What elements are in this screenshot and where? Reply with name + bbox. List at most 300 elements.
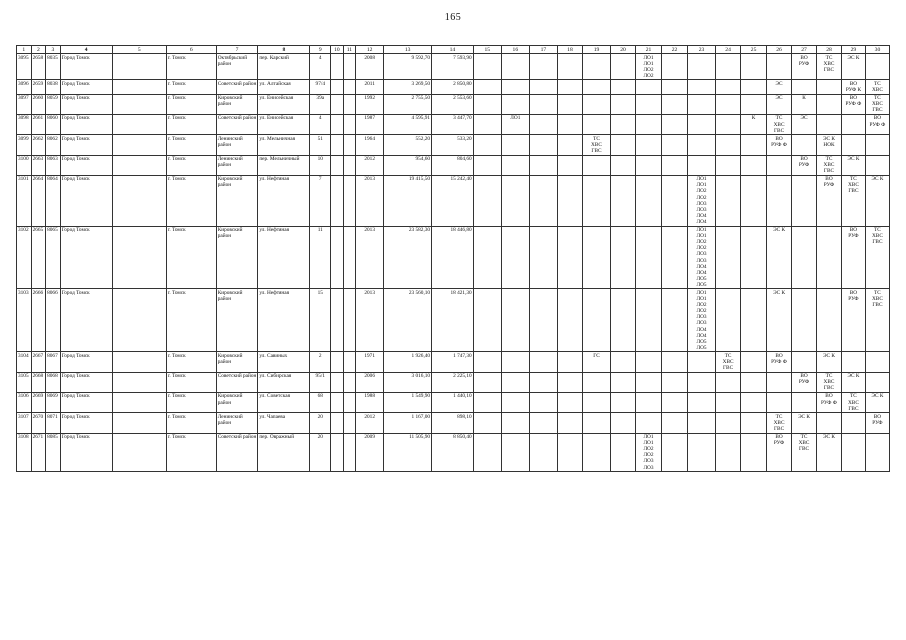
table-cell-col-12: 2013 xyxy=(356,289,384,352)
table-cell-col-23 xyxy=(688,413,716,433)
table-cell-col-22 xyxy=(662,392,688,412)
column-header-6: 6 xyxy=(166,46,216,54)
table-cell-col-11 xyxy=(343,226,355,289)
table-cell-col-10 xyxy=(331,372,343,392)
table-cell-col-2: 2664 xyxy=(31,175,46,226)
table-row xyxy=(17,54,890,80)
table-cell-col-21 xyxy=(636,352,662,372)
table-cell-col-4: Город Томск xyxy=(60,54,112,80)
table-cell-col-20 xyxy=(611,352,636,372)
table-cell-col-17 xyxy=(529,94,557,114)
table-cell-col-18 xyxy=(557,94,582,114)
column-header-27: 27 xyxy=(792,46,817,54)
table-cell-col-4: Город Томск xyxy=(60,80,112,94)
table-cell-col-18 xyxy=(557,433,582,472)
table-cell-col-26: ТС ХВС ГВС xyxy=(767,413,792,433)
table-cell-col-16 xyxy=(501,175,529,226)
table-cell-col-23 xyxy=(688,155,716,175)
table-cell-col-16 xyxy=(501,392,529,412)
table-cell-col-4: Город Томск xyxy=(60,413,112,433)
table-cell-col-16 xyxy=(501,226,529,289)
table-cell-col-28: ЭС К НОК xyxy=(817,135,842,155)
table-cell-col-3: 8059 xyxy=(46,94,61,114)
table-cell-col-5 xyxy=(112,413,166,433)
table-cell-col-11 xyxy=(343,94,355,114)
table-cell-col-21 xyxy=(636,80,662,94)
table-cell-col-2: 2671 xyxy=(31,433,46,472)
table-cell-col-7: Ленинский район xyxy=(216,155,258,175)
table-row xyxy=(17,289,890,352)
table-cell-col-12: 2012 xyxy=(356,155,384,175)
table-cell-col-18 xyxy=(557,114,582,134)
table-cell-col-30 xyxy=(865,54,889,80)
page-number: 165 xyxy=(444,12,462,23)
table-row xyxy=(17,175,890,226)
table-cell-col-6: г. Томск xyxy=(166,352,216,372)
column-header-24: 24 xyxy=(716,46,741,54)
table-cell-col-20 xyxy=(611,155,636,175)
table-cell-col-19 xyxy=(582,155,610,175)
table-cell-col-26: ВО РУФ Ф xyxy=(767,352,792,372)
column-header-12: 12 xyxy=(356,46,384,54)
header-row xyxy=(17,46,890,54)
table-cell-col-12: 1987 xyxy=(356,114,384,134)
table-cell-col-12: 2011 xyxy=(356,80,384,94)
table-cell-col-13: 11 505,90 xyxy=(384,433,432,472)
table-cell-col-14: 18 446,80 xyxy=(432,226,474,289)
table-cell-col-29 xyxy=(841,135,865,155)
table-cell-col-19 xyxy=(582,226,610,289)
table-cell-col-9: 20 xyxy=(310,433,331,472)
table-cell-col-3: 8038 xyxy=(46,80,61,94)
table-cell-col-4: Город Томск xyxy=(60,352,112,372)
table-cell-col-2: 2667 xyxy=(31,352,46,372)
table-cell-col-7: Кировский район xyxy=(216,289,258,352)
table-cell-col-24 xyxy=(716,392,741,412)
column-header-5: 5 xyxy=(112,46,166,54)
column-header-4: 4 xyxy=(60,46,112,54)
table-cell-col-21 xyxy=(636,392,662,412)
table-cell-col-15 xyxy=(473,433,501,472)
table-cell-col-19: ТС ХВС ГВС xyxy=(582,135,610,155)
table-cell-col-7: Советский район xyxy=(216,80,258,94)
table-cell-col-27: ТС ХВС ГВС xyxy=(792,433,817,472)
table-cell-col-23 xyxy=(688,433,716,472)
table-cell-col-21 xyxy=(636,94,662,114)
table-cell-col-27: ВО РУФ xyxy=(792,372,817,392)
table-cell-col-25 xyxy=(741,54,767,80)
table-cell-col-7: Октябрьский район xyxy=(216,54,258,80)
table-cell-col-13: 954,60 xyxy=(384,155,432,175)
table-cell-col-26 xyxy=(767,392,792,412)
column-header-2: 2 xyxy=(31,46,46,54)
table-cell-col-28: ТС ХВС ГВС xyxy=(817,54,842,80)
table-cell-col-29: ЭС К xyxy=(841,54,865,80)
table-cell-col-4: Город Томск xyxy=(60,135,112,155)
table-cell-col-12: 1992 xyxy=(356,94,384,114)
table-cell-col-18 xyxy=(557,226,582,289)
table-cell-col-10 xyxy=(331,114,343,134)
table-cell-col-9: 68 xyxy=(310,392,331,412)
table-cell-col-25 xyxy=(741,392,767,412)
table-row xyxy=(17,94,890,114)
table-cell-col-17 xyxy=(529,54,557,80)
table-cell-col-7: Советский район xyxy=(216,372,258,392)
table-cell-col-16 xyxy=(501,80,529,94)
table-cell-col-21 xyxy=(636,114,662,134)
table-cell-col-6: г. Томск xyxy=(166,155,216,175)
table-cell-col-28: ЭС К xyxy=(817,352,842,372)
table-cell-col-20 xyxy=(611,433,636,472)
table-cell-col-19 xyxy=(582,54,610,80)
table-cell-col-28 xyxy=(817,289,842,352)
table-cell-col-17 xyxy=(529,413,557,433)
table-cell-col-17 xyxy=(529,80,557,94)
table-cell-col-11 xyxy=(343,289,355,352)
table-row xyxy=(17,372,890,392)
table-row xyxy=(17,155,890,175)
table-cell-col-29 xyxy=(841,413,865,433)
table-cell-col-3: 8069 xyxy=(46,392,61,412)
table-cell-col-10 xyxy=(331,94,343,114)
table-row xyxy=(17,114,890,134)
table-cell-col-5 xyxy=(112,114,166,134)
table-cell-col-8: пер. Карский xyxy=(258,54,310,80)
table-cell-col-13: 3 016,10 xyxy=(384,372,432,392)
table-cell-col-27 xyxy=(792,289,817,352)
table-cell-col-18 xyxy=(557,372,582,392)
table-cell-col-23: ЛО1 ЛО1 ЛО2 ЛО2 ЛО3 ЛО3 ЛО4 ЛО4 ЛО5 ЛО5 xyxy=(688,289,716,352)
table-cell-col-25 xyxy=(741,372,767,392)
table-cell-col-27: ЭС xyxy=(792,114,817,134)
table-cell-col-26 xyxy=(767,372,792,392)
table-cell-col-30: ВО РУФ Ф xyxy=(865,114,889,134)
column-header-11: 11 xyxy=(343,46,355,54)
table-cell-col-5 xyxy=(112,392,166,412)
table-cell-col-22 xyxy=(662,352,688,372)
table-row xyxy=(17,392,890,412)
table-cell-col-21: ЛО1 ЛО1 ЛО2 ЛО2 xyxy=(636,54,662,80)
table-cell-col-8: пер. Мельничный xyxy=(258,155,310,175)
table-cell-col-20 xyxy=(611,94,636,114)
table-cell-col-8: ул. Сибирская xyxy=(258,372,310,392)
table-cell-col-1: 3097 xyxy=(17,94,32,114)
table-cell-col-29: ВО РУФ Ф xyxy=(841,94,865,114)
table-cell-col-30 xyxy=(865,155,889,175)
table-cell-col-9: 97/4 xyxy=(310,80,331,94)
table-cell-col-10 xyxy=(331,352,343,372)
table-cell-col-16 xyxy=(501,155,529,175)
table-cell-col-27 xyxy=(792,352,817,372)
table-cell-col-15 xyxy=(473,175,501,226)
table-cell-col-26 xyxy=(767,175,792,226)
table-cell-col-28: ВО РУФ xyxy=(817,175,842,226)
table-cell-col-19 xyxy=(582,175,610,226)
column-header-25: 25 xyxy=(741,46,767,54)
table-cell-col-21 xyxy=(636,413,662,433)
table-cell-col-5 xyxy=(112,433,166,472)
table-cell-col-25 xyxy=(741,135,767,155)
table-cell-col-30: ТС ХВС ГВС xyxy=(865,226,889,289)
table-cell-col-14: 2 553,60 xyxy=(432,94,474,114)
table-cell-col-17 xyxy=(529,433,557,472)
table-cell-col-28 xyxy=(817,80,842,94)
table-cell-col-11 xyxy=(343,392,355,412)
table-cell-col-19 xyxy=(582,392,610,412)
table-cell-col-9: 51 xyxy=(310,135,331,155)
table-cell-col-22 xyxy=(662,372,688,392)
table-cell-col-27 xyxy=(792,226,817,289)
table-cell-col-22 xyxy=(662,413,688,433)
table-cell-col-4: Город Томск xyxy=(60,372,112,392)
table-cell-col-2: 2669 xyxy=(31,392,46,412)
table-cell-col-11 xyxy=(343,352,355,372)
table-cell-col-27: ВО РУФ xyxy=(792,155,817,175)
table-cell-col-20 xyxy=(611,392,636,412)
table-cell-col-26: ЭС xyxy=(767,94,792,114)
table-cell-col-24 xyxy=(716,155,741,175)
table-cell-col-17 xyxy=(529,135,557,155)
table-cell-col-12: 2006 xyxy=(356,372,384,392)
table-cell-col-15 xyxy=(473,80,501,94)
table-cell-col-20 xyxy=(611,413,636,433)
table-cell-col-17 xyxy=(529,155,557,175)
table-cell-col-30: ЭС К xyxy=(865,175,889,226)
table-cell-col-25 xyxy=(741,433,767,472)
table-row xyxy=(17,433,890,472)
table-row xyxy=(17,352,890,372)
table-cell-col-30: ТС ХВС ГВС xyxy=(865,94,889,114)
table-cell-col-10 xyxy=(331,433,343,472)
table-cell-col-13: 19 415,50 xyxy=(384,175,432,226)
table-cell-col-2: 2670 xyxy=(31,413,46,433)
table-cell-col-5 xyxy=(112,289,166,352)
table-cell-col-14: 2 225,10 xyxy=(432,372,474,392)
column-header-26: 26 xyxy=(767,46,792,54)
table-cell-col-8: пер. Овражный xyxy=(258,433,310,472)
table-cell-col-20 xyxy=(611,175,636,226)
table-cell-col-6: г. Томск xyxy=(166,226,216,289)
table-cell-col-1: 3096 xyxy=(17,80,32,94)
table-cell-col-29 xyxy=(841,352,865,372)
table-cell-col-16 xyxy=(501,352,529,372)
table-cell-col-21 xyxy=(636,226,662,289)
table-cell-col-10 xyxy=(331,226,343,289)
table-cell-col-29: ВО РУФ К xyxy=(841,80,865,94)
table-cell-col-23 xyxy=(688,135,716,155)
table-cell-col-16 xyxy=(501,289,529,352)
table-cell-col-20 xyxy=(611,114,636,134)
table-cell-col-29 xyxy=(841,433,865,472)
table-cell-col-3: 8060 xyxy=(46,114,61,134)
table-cell-col-19 xyxy=(582,372,610,392)
table-cell-col-3: 8068 xyxy=(46,372,61,392)
table-cell-col-15 xyxy=(473,155,501,175)
table-cell-col-18 xyxy=(557,135,582,155)
table-cell-col-15 xyxy=(473,54,501,80)
table-cell-col-16 xyxy=(501,54,529,80)
table-cell-col-29: ТС ХВС ГВС xyxy=(841,175,865,226)
table-cell-col-4: Город Томск xyxy=(60,175,112,226)
table-cell-col-24 xyxy=(716,135,741,155)
table-cell-col-24 xyxy=(716,433,741,472)
column-header-8: 8 xyxy=(258,46,310,54)
column-header-7: 7 xyxy=(216,46,258,54)
table-cell-col-4: Город Томск xyxy=(60,155,112,175)
table-cell-col-26: ЭС К xyxy=(767,226,792,289)
table-cell-col-17 xyxy=(529,392,557,412)
table-cell-col-5 xyxy=(112,155,166,175)
table-cell-col-3: 8035 xyxy=(46,54,61,80)
table-cell-col-23 xyxy=(688,392,716,412)
table-cell-col-30 xyxy=(865,135,889,155)
table-cell-col-11 xyxy=(343,175,355,226)
table-cell-col-3: 8071 xyxy=(46,413,61,433)
table-cell-col-7: Советский район xyxy=(216,114,258,134)
table-cell-col-18 xyxy=(557,289,582,352)
table-cell-col-8: ул. Енисейская xyxy=(258,114,310,134)
table-cell-col-29: ВО РУФ xyxy=(841,226,865,289)
table-cell-col-14: 7 593,90 xyxy=(432,54,474,80)
table-cell-col-9: 39а xyxy=(310,94,331,114)
table-cell-col-23 xyxy=(688,352,716,372)
table-cell-col-15 xyxy=(473,94,501,114)
table-cell-col-24 xyxy=(716,114,741,134)
table-cell-col-14: 18 421,30 xyxy=(432,289,474,352)
table-cell-col-13: 552,20 xyxy=(384,135,432,155)
table-cell-col-26 xyxy=(767,155,792,175)
table-cell-col-30 xyxy=(865,372,889,392)
table-cell-col-20 xyxy=(611,289,636,352)
table-cell-col-2: 2662 xyxy=(31,135,46,155)
table-cell-col-22 xyxy=(662,94,688,114)
table-cell-col-9: 20 xyxy=(310,413,331,433)
table-cell-col-2: 2659 xyxy=(31,80,46,94)
table-cell-col-4: Город Томск xyxy=(60,392,112,412)
table-cell-col-19: ГС xyxy=(582,352,610,372)
table-cell-col-13: 1 167,00 xyxy=(384,413,432,433)
table-cell-col-13: 2 755,50 xyxy=(384,94,432,114)
table-cell-col-15 xyxy=(473,135,501,155)
table-cell-col-7: Ленинский район xyxy=(216,135,258,155)
table-cell-col-6: г. Томск xyxy=(166,392,216,412)
column-header-13: 13 xyxy=(384,46,432,54)
table-cell-col-26: ВО РУФ xyxy=(767,433,792,472)
table-cell-col-14: 3 447,70 xyxy=(432,114,474,134)
table-cell-col-16 xyxy=(501,94,529,114)
table-cell-col-2: 2658 xyxy=(31,54,46,80)
table-cell-col-4: Город Томск xyxy=(60,289,112,352)
table-cell-col-3: 8062 xyxy=(46,135,61,155)
table-cell-col-24 xyxy=(716,54,741,80)
table-cell-col-13: 23 582,30 xyxy=(384,226,432,289)
table-cell-col-3: 8067 xyxy=(46,352,61,372)
table-cell-col-19 xyxy=(582,433,610,472)
table-cell-col-16 xyxy=(501,372,529,392)
table-cell-col-12: 2013 xyxy=(356,226,384,289)
table-cell-col-12: 2013 xyxy=(356,175,384,226)
table-cell-col-5 xyxy=(112,80,166,94)
table-cell-col-13: 4 595,91 xyxy=(384,114,432,134)
table-cell-col-3: 8064 xyxy=(46,175,61,226)
table-cell-col-6: г. Томск xyxy=(166,54,216,80)
table-row xyxy=(17,80,890,94)
table-cell-col-1: 3103 xyxy=(17,289,32,352)
table-row xyxy=(17,226,890,289)
table-cell-col-13: 1 549,90 xyxy=(384,392,432,412)
table-cell-col-18 xyxy=(557,413,582,433)
table-cell-col-7: Советский район xyxy=(216,433,258,472)
table-cell-col-27 xyxy=(792,392,817,412)
table-cell-col-28 xyxy=(817,413,842,433)
table-cell-col-12: 1988 xyxy=(356,392,384,412)
table-cell-col-20 xyxy=(611,226,636,289)
table-cell-col-6: г. Томск xyxy=(166,289,216,352)
table-cell-col-18 xyxy=(557,54,582,80)
table-cell-col-11 xyxy=(343,155,355,175)
table-cell-col-28: ВО РУФ Ф xyxy=(817,392,842,412)
table-cell-col-18 xyxy=(557,175,582,226)
table-cell-col-9: 11 xyxy=(310,226,331,289)
table-cell-col-11 xyxy=(343,433,355,472)
table-cell-col-2: 2668 xyxy=(31,372,46,392)
table-cell-col-22 xyxy=(662,289,688,352)
table-cell-col-20 xyxy=(611,135,636,155)
table-cell-col-14: 804,60 xyxy=(432,155,474,175)
table-cell-col-25 xyxy=(741,413,767,433)
table-cell-col-4: Город Томск xyxy=(60,433,112,472)
table-row xyxy=(17,135,890,155)
table-cell-col-22 xyxy=(662,226,688,289)
table-cell-col-26 xyxy=(767,54,792,80)
table-cell-col-24 xyxy=(716,372,741,392)
table-cell-col-25 xyxy=(741,175,767,226)
table-cell-col-11 xyxy=(343,135,355,155)
table-cell-col-14: 533,20 xyxy=(432,135,474,155)
table-cell-col-22 xyxy=(662,155,688,175)
table-cell-col-9: 2 xyxy=(310,352,331,372)
table-cell-col-25: К xyxy=(741,114,767,134)
table-cell-col-23: ЛО1 ЛО1 ЛО2 ЛО2 ЛО3 ЛО3 ЛО4 ЛО4 xyxy=(688,175,716,226)
table-cell-col-24 xyxy=(716,175,741,226)
table-cell-col-26: ЭС xyxy=(767,80,792,94)
table-cell-col-1: 3106 xyxy=(17,392,32,412)
table-cell-col-6: г. Томск xyxy=(166,80,216,94)
table-cell-col-30: ЭС К xyxy=(865,392,889,412)
table-cell-col-21 xyxy=(636,135,662,155)
table-cell-col-15 xyxy=(473,413,501,433)
column-header-18: 18 xyxy=(557,46,582,54)
table-cell-col-9: 15 xyxy=(310,289,331,352)
column-header-3: 3 xyxy=(46,46,61,54)
table-cell-col-23: ЛО1 ЛО1 ЛО2 ЛО2 ЛО3 ЛО3 ЛО4 ЛО4 ЛО5 ЛО5 xyxy=(688,226,716,289)
table-cell-col-11 xyxy=(343,54,355,80)
table-cell-col-3: 8066 xyxy=(46,289,61,352)
table-cell-col-5 xyxy=(112,226,166,289)
table-cell-col-5 xyxy=(112,175,166,226)
table-cell-col-1: 3107 xyxy=(17,413,32,433)
table-cell-col-11 xyxy=(343,114,355,134)
table-cell-col-18 xyxy=(557,352,582,372)
table-cell-col-20 xyxy=(611,372,636,392)
table-cell-col-22 xyxy=(662,433,688,472)
table-cell-col-7: Кировский район xyxy=(216,226,258,289)
table-cell-col-23 xyxy=(688,114,716,134)
column-header-16: 16 xyxy=(501,46,529,54)
table-cell-col-24 xyxy=(716,413,741,433)
column-header-14: 14 xyxy=(432,46,474,54)
table-cell-col-28: ТС ХВС ГВС xyxy=(817,155,842,175)
